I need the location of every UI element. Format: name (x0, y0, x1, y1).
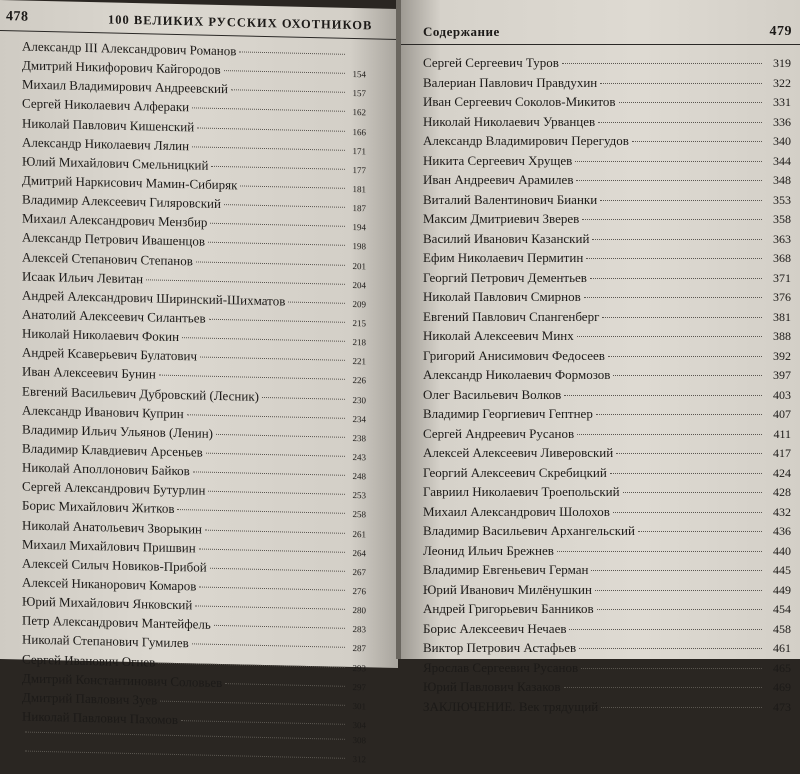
toc-entry-name: Михаил Михайлович Пришвин (22, 536, 196, 556)
dot-leader (602, 317, 762, 318)
dot-leader (564, 687, 763, 688)
dot-leader (613, 375, 762, 376)
dot-leader (25, 732, 345, 740)
toc-entry-name: Ярослав Сергеевич Русанов (423, 660, 578, 676)
toc-entry-page: 234 (348, 414, 366, 424)
toc-entry-page: 403 (765, 388, 791, 403)
dot-leader (205, 529, 345, 533)
toc-entry-name: Юрий Иванович Милёнушкин (423, 582, 592, 598)
dot-leader (159, 375, 345, 380)
toc-entry-page: 253 (348, 490, 366, 500)
dot-leader (196, 261, 345, 265)
dot-leader (597, 609, 762, 610)
toc-entry-page: 304 (348, 720, 366, 730)
dot-leader (224, 204, 345, 208)
toc-entry-name: Михаил Александрович Шолохов (423, 504, 610, 520)
toc-entry-name: Исаак Ильич Левитан (22, 268, 143, 287)
toc-entry-page: 215 (348, 318, 366, 328)
toc-entry-name: Максим Дмитриевич Зверев (423, 211, 579, 227)
dot-leader (195, 606, 345, 610)
left-running-head (0, 6, 398, 40)
dot-leader (613, 512, 762, 513)
toc-entry-page: 267 (348, 567, 366, 577)
left-page (0, 0, 398, 668)
toc-entry-page: 344 (765, 154, 791, 169)
dot-leader (592, 239, 762, 240)
toc-entry-name: Сергей Андреевич Русанов (423, 426, 574, 442)
dot-leader (192, 108, 345, 112)
toc-entry (423, 699, 791, 719)
toc-entry (423, 231, 791, 251)
toc-entry-page: 336 (765, 115, 791, 130)
toc-entry-name: Василий Иванович Казанский (423, 231, 589, 247)
toc-entry-page: 461 (765, 641, 791, 656)
toc-entry-name: Алексей Степанович Степанов (22, 249, 193, 269)
toc-entry-page: 177 (348, 165, 366, 175)
toc-entry-name: Александр Петрович Ивашенцов (22, 230, 205, 250)
toc-entry (423, 445, 791, 465)
dot-leader (619, 102, 762, 103)
dot-leader (182, 337, 345, 342)
toc-entry-name: Андрей Александрович Ширинский-Шихматов (22, 287, 285, 309)
toc-entry-name: Георгий Петрович Дементьев (423, 270, 587, 286)
toc-entry-name: Александр Владимирович Перегудов (423, 133, 629, 149)
dot-leader (181, 720, 345, 725)
dot-leader (569, 629, 762, 630)
dot-leader (216, 434, 345, 438)
dot-leader (214, 625, 345, 629)
toc-entry-page: 388 (765, 329, 791, 344)
dot-leader (200, 357, 345, 361)
toc-entry-name: Николай Николаевич Урванцев (423, 114, 595, 130)
toc-entry-name: Сергей Иванович Огнев (22, 651, 155, 670)
toc-entry-name: Григорий Анисимович Федосеев (423, 348, 605, 364)
toc-entry-page: 363 (765, 232, 791, 247)
toc-entry-name: Леонид Ильич Брежнев (423, 543, 554, 559)
dot-leader (193, 471, 345, 475)
right-running-head (401, 24, 800, 45)
dot-leader (187, 414, 345, 419)
toc-entry-page: 226 (348, 375, 366, 385)
dot-leader (596, 414, 762, 415)
toc-entry (423, 309, 791, 329)
dot-leader (576, 180, 762, 181)
toc-entry-name: Иван Алексеевич Бунин (22, 364, 156, 383)
toc-entry-page: 258 (348, 509, 366, 519)
toc-entry-name: Александр Николаевич Формозов (423, 367, 610, 383)
dot-leader (590, 278, 762, 279)
toc-entry-name: Владимир Алексеевич Гиляровский (22, 192, 221, 213)
dot-leader (231, 90, 345, 94)
toc-entry-page: 280 (348, 605, 366, 615)
right-page (401, 0, 800, 659)
dot-leader (146, 279, 345, 285)
dot-leader (591, 570, 762, 571)
toc-entry-page: 432 (765, 505, 791, 520)
dot-leader (210, 223, 345, 227)
toc-entry-name: Олег Васильевич Волков (423, 387, 561, 403)
dot-leader (211, 166, 345, 170)
dot-leader (177, 509, 345, 514)
toc-entry-page: 287 (348, 643, 366, 653)
dot-leader (199, 548, 345, 552)
toc-entry-page: 308 (348, 735, 366, 745)
right-toc-list (423, 55, 791, 718)
right-page-number: 479 (770, 24, 793, 40)
toc-entry (423, 426, 791, 446)
toc-entry (423, 465, 791, 485)
toc-entry-name: Георгий Алексеевич Скребицкий (423, 465, 607, 481)
toc-entry-name: Владимир Ильич Ульянов (Ленин) (22, 421, 213, 441)
toc-entry (423, 94, 791, 114)
toc-entry-name: Виктор Петрович Астафьев (423, 640, 576, 656)
toc-entry-page: 162 (348, 107, 366, 117)
toc-entry-page: 449 (765, 583, 791, 598)
toc-entry (423, 270, 791, 290)
toc-entry (423, 348, 791, 368)
toc-entry (423, 621, 791, 641)
toc-entry-page: 209 (348, 299, 366, 309)
toc-entry-name: Дмитрий Константинович Соловьев (22, 670, 222, 691)
dot-leader (600, 200, 762, 201)
toc-entry (423, 679, 791, 699)
dot-leader (579, 648, 762, 649)
toc-entry-name: Никита Сергеевич Хрущев (423, 153, 572, 169)
dot-leader (601, 707, 762, 708)
toc-entry-name: Николай Степанович Гумилев (22, 632, 189, 652)
toc-entry-name: Борис Михайлович Житков (22, 498, 174, 517)
toc-entry (423, 75, 791, 95)
toc-entry-name: Николай Павлович Смирнов (423, 289, 581, 305)
toc-entry-name: Андрей Ксаверьевич Булатович (22, 345, 197, 365)
dot-leader (160, 700, 345, 705)
toc-entry (423, 484, 791, 504)
toc-entry (423, 367, 791, 387)
dot-leader (577, 434, 762, 435)
toc-entry-name: Иван Сергеевич Соколов-Микитов (423, 94, 616, 110)
toc-entry-page: 454 (765, 602, 791, 617)
dot-leader (210, 568, 345, 572)
dot-leader (158, 662, 345, 667)
toc-entry-name: Николай Аполлонович Байков (22, 460, 190, 480)
toc-entry-name: Дмитрий Наркисович Мамин-Сибиряк (22, 172, 237, 193)
toc-entry-name: Юрий Павлович Казаков (423, 679, 561, 695)
toc-entry-page: 312 (348, 754, 366, 764)
toc-entry (423, 504, 791, 524)
toc-entry-page: 469 (765, 680, 791, 695)
toc-entry-name: Гавриил Николаевич Троепольский (423, 484, 620, 500)
toc-entry (423, 582, 791, 602)
toc-entry (423, 406, 791, 426)
toc-entry-page: 445 (765, 563, 791, 578)
book-title: 100 ВЕЛИКИХ РУССКИХ ОХОТНИКОВ (108, 12, 372, 33)
toc-entry-page: 238 (348, 433, 366, 443)
dot-leader (288, 301, 345, 303)
toc-entry-name: Сергей Сергеевич Туров (423, 55, 559, 71)
dot-leader (598, 122, 762, 123)
toc-entry-page: 187 (348, 203, 366, 213)
toc-entry-name: Николай Анатольевич Зворыкин (22, 517, 202, 537)
toc-entry-page: 340 (765, 134, 791, 149)
dot-leader (239, 51, 345, 54)
toc-entry-name: Валериан Павлович Правдухин (423, 75, 597, 91)
toc-entry-page: 358 (765, 212, 791, 227)
toc-entry-page: 171 (348, 146, 366, 156)
toc-entry (423, 562, 791, 582)
toc-entry-page: 411 (765, 427, 791, 442)
toc-entry-page: 243 (348, 452, 366, 462)
toc-entry-page: 157 (348, 88, 366, 98)
toc-entry-page: 297 (348, 682, 366, 692)
dot-leader (557, 551, 762, 552)
toc-entry-page: 276 (348, 586, 366, 596)
toc-entry-name: Владимир Васильевич Архангельский (423, 523, 635, 539)
toc-entry-page: 407 (765, 407, 791, 422)
toc-entry-page: 301 (348, 701, 366, 711)
toc-entry-name: Александр Николаевич Лялин (22, 134, 189, 154)
toc-entry-name: Евгений Васильевич Дубровский (Лесник) (22, 383, 259, 404)
toc-entry-page: 331 (765, 95, 791, 110)
toc-entry-page: 283 (348, 624, 366, 634)
toc-entry-name: Владимир Евгеньевич Герман (423, 562, 588, 578)
toc-entry (423, 601, 791, 621)
toc-entry-name: Николай Павлович Пахомов (22, 708, 178, 728)
toc-entry (423, 289, 791, 309)
toc-entry-page: 440 (765, 544, 791, 559)
toc-entry-name: Юлий Михайлович Смельницкий (22, 153, 208, 173)
toc-entry-page: 221 (348, 356, 366, 366)
dot-leader (192, 644, 345, 648)
toc-entry-name: Алексей Алексеевич Ливеровский (423, 445, 613, 461)
toc-entry-name: Анатолий Алексеевич Силантьев (22, 306, 206, 326)
dot-leader (608, 356, 762, 357)
toc-entry-page: 473 (765, 700, 791, 715)
dot-leader (600, 83, 762, 84)
toc-entry-name: Ефим Николаевич Пермитин (423, 250, 583, 266)
dot-leader (208, 491, 345, 495)
toc-entry (423, 133, 791, 153)
toc-entry-name: Николай Павлович Кишенский (22, 115, 194, 135)
dot-leader (262, 396, 345, 399)
toc-entry (423, 211, 791, 231)
dot-leader (584, 297, 762, 298)
toc-entry-name: Владимир Клавдиевич Арсеньев (22, 440, 203, 460)
toc-entry (423, 543, 791, 563)
left-page-number: 478 (6, 9, 29, 26)
toc-entry-page: 417 (765, 446, 791, 461)
dot-leader (632, 141, 762, 142)
toc-entry-page: 201 (348, 260, 366, 270)
toc-entry-page: 204 (348, 280, 366, 290)
dot-leader (25, 751, 345, 759)
toc-entry-name: Николай Алексеевич Минх (423, 328, 574, 344)
toc-entry-name: Юрий Михайлович Янковский (22, 594, 192, 614)
toc-entry (423, 55, 791, 75)
toc-entry-name: Александр III Александрович Романов (22, 38, 236, 59)
toc-entry-page: 392 (765, 349, 791, 364)
dot-leader (208, 242, 345, 246)
toc-entry-name: Андрей Григорьевич Банников (423, 601, 594, 617)
dot-leader (575, 161, 762, 162)
dot-leader (192, 146, 345, 150)
dot-leader (623, 492, 762, 493)
toc-entry (423, 172, 791, 192)
toc-entry-page: 248 (348, 471, 366, 481)
toc-entry-name: Сергей Николаевич Алфераки (22, 96, 189, 116)
toc-entry-page: 198 (348, 241, 366, 251)
toc-entry-name: Михаил Владимирович Андреевский (22, 77, 228, 98)
toc-entry-page: 436 (765, 524, 791, 539)
dot-leader (577, 336, 762, 337)
toc-entry-page: 397 (765, 368, 791, 383)
toc-entry-name: Алексей Никанорович Комаров (22, 574, 196, 594)
toc-entry-page: 381 (765, 310, 791, 325)
toc-entry-page: 458 (765, 622, 791, 637)
toc-entry-page: 368 (765, 251, 791, 266)
toc-entry-name: Петр Александрович Мантейфель (22, 613, 211, 633)
toc-entry (423, 640, 791, 660)
dot-leader (582, 219, 762, 220)
toc-entry-name: Дмитрий Павлович Зуев (22, 689, 157, 708)
toc-entry-name: Николай Николаевич Фокин (22, 326, 179, 346)
dot-leader (224, 70, 345, 74)
toc-entry-page: 424 (765, 466, 791, 481)
toc-entry-page: 348 (765, 173, 791, 188)
dot-leader (595, 590, 762, 591)
toc-entry-name: Виталий Валентинович Бианки (423, 192, 597, 208)
toc-entry-page: 181 (348, 184, 366, 194)
toc-entry-page: 194 (348, 222, 366, 232)
toc-entry (423, 153, 791, 173)
toc-entry-page: 293 (348, 662, 366, 672)
toc-entry-page: 230 (348, 394, 366, 404)
toc-entry-name: Сергей Александрович Бутурлин (22, 479, 205, 499)
toc-entry-page: 428 (765, 485, 791, 500)
toc-entry (423, 114, 791, 134)
contents-heading: Содержание (423, 24, 500, 40)
toc-entry (423, 192, 791, 212)
dot-leader (564, 395, 762, 396)
dot-leader (225, 683, 345, 687)
toc-entry-page: 166 (348, 126, 366, 136)
toc-entry-page: 353 (765, 193, 791, 208)
toc-entry-name: Михаил Александрович Мензбир (22, 211, 207, 231)
toc-entry (423, 660, 791, 680)
toc-entry (423, 523, 791, 543)
toc-entry (423, 250, 791, 270)
dot-leader (197, 127, 345, 131)
dot-leader (240, 185, 345, 188)
toc-entry-name: Евгений Павлович Спангенберг (423, 309, 599, 325)
toc-entry-page: 264 (348, 548, 366, 558)
toc-entry-page: 465 (765, 661, 791, 676)
dot-leader (581, 668, 762, 669)
toc-entry-page: 371 (765, 271, 791, 286)
toc-entry-name: Алексей Силыч Новиков-Прибой (22, 555, 207, 575)
toc-entry-name: Дмитрий Никифорович Кайгородов (22, 58, 221, 79)
toc-entry-page: 319 (765, 56, 791, 71)
toc-entry-name: Борис Алексеевич Нечаев (423, 621, 566, 637)
dot-leader (209, 319, 345, 323)
left-toc-list (22, 38, 366, 773)
toc-entry-name: ЗАКЛЮЧЕНИЕ. Век трядущий (423, 699, 598, 715)
toc-entry-page: 261 (348, 528, 366, 538)
dot-leader (206, 453, 345, 457)
toc-entry-page: 322 (765, 76, 791, 91)
toc-entry-name: Владимир Георгиевич Гептнер (423, 406, 593, 422)
toc-entry-page: 218 (348, 337, 366, 347)
dot-leader (638, 531, 762, 532)
dot-leader (616, 453, 762, 454)
toc-entry-page: 376 (765, 290, 791, 305)
dot-leader (610, 473, 762, 474)
toc-entry-name: Иван Андреевич Арамилев (423, 172, 573, 188)
toc-entry-name: Александр Иванович Куприн (22, 402, 184, 422)
dot-leader (562, 63, 762, 64)
toc-entry (423, 387, 791, 407)
toc-entry (423, 328, 791, 348)
toc-entry-page: 154 (348, 69, 366, 79)
dot-leader (199, 586, 345, 590)
dot-leader (586, 258, 762, 259)
